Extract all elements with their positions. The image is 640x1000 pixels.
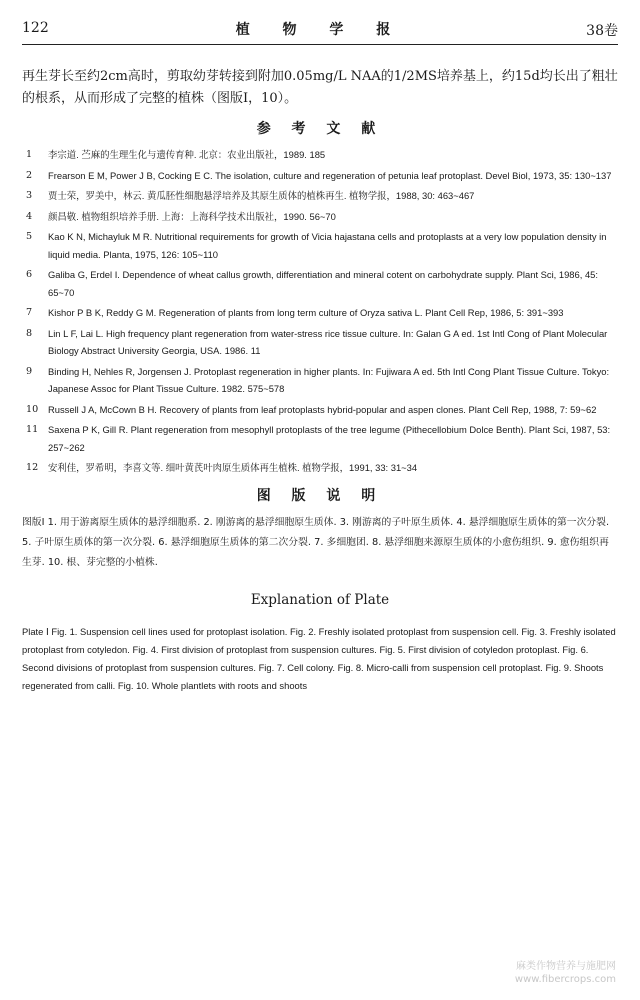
reference-text: 颜昌敬. 植物组织培养手册. 上海：上海科学技术出版社，1990. 56~70 xyxy=(48,210,336,222)
watermark-site-name: 麻类作物营养与施肥网 xyxy=(516,961,616,972)
main-content xyxy=(22,66,618,695)
reference-item xyxy=(22,401,618,419)
reference-item xyxy=(22,228,618,263)
header-rule xyxy=(22,44,618,45)
reference-text: Lin L F, Lai L. High frequency plant regeneration from water-stress rice tissue culture. In: Galan G A ed. 1st Intl Cong of Plant Molecular Biology Abstract University Georgia, USA. 1986. 11 xyxy=(48,327,608,356)
reference-item xyxy=(22,459,618,477)
plate-explanation-heading: 图 版 说 明 xyxy=(256,487,384,504)
reference-item xyxy=(22,363,618,398)
reference-number: 4 xyxy=(26,210,33,222)
volume-label: 38卷 xyxy=(586,23,618,39)
reference-item xyxy=(22,266,618,301)
reference-number: 6 xyxy=(26,269,33,280)
journal-title: 植 物 学 报 xyxy=(235,22,405,38)
page-number: 122 xyxy=(22,20,49,36)
reference-number: 9 xyxy=(26,365,33,377)
site-watermark xyxy=(515,960,616,986)
reference-text: 安利佳，罗希明，李喜文等. 细叶黄芪叶肉原生质体再生植株. 植物学报，1991, 33: 31~34 xyxy=(48,462,418,473)
reference-text: Kao K N, Michayluk M R. Nutritional requirements for growth of Vicia hajastana cells and protoplasts at a very low population density in liquid media. Planta, 1975, 126: 105~110 xyxy=(48,231,607,260)
reference-number: 5 xyxy=(26,231,33,242)
reference-text: Russell J A, McCown B H. Recovery of plants from leaf protoplasts hybrid-popular and aspen clones. Plant Cell Rep, 1988, 7: 59~62 xyxy=(48,403,597,415)
reference-text: Kishor P B K, Reddy G M. Regeneration of plants from long term culture of Oryza sativa L. Plant Cell Rep, 1986, 5: 391~393 xyxy=(48,307,564,318)
reference-text: Frearson E M, Power J B, Cocking E C. The isolation, culture and regeneration of petunia leaf protoplast. Devel Biol, 1973, 35: 130~137 xyxy=(48,169,612,181)
reference-text: 李宗道. 苎麻的生理生化与遗传育种. 北京：农业出版社，1989. 185 xyxy=(48,149,326,160)
reference-item xyxy=(22,208,618,226)
reference-number: 8 xyxy=(26,327,33,339)
watermark-url: www.fibercrops.com xyxy=(514,974,616,985)
reference-number: 12 xyxy=(26,462,39,473)
body-paragraph: 再生芽长至约2cm高时，剪取幼芽转接到附加0.05mg/L NAA的1/2MS培养基上，约15d均长出了粗壮的根系，从而形成了完整的植株（图版Ⅰ，10）。 xyxy=(22,69,618,106)
reference-number: 1 xyxy=(26,149,33,160)
plate-explanation-heading-english: Explanation of Plate xyxy=(250,591,390,608)
reference-number: 11 xyxy=(26,424,39,435)
reference-item xyxy=(22,421,618,456)
reference-item xyxy=(22,167,618,185)
reference-list xyxy=(22,146,618,477)
reference-text: Saxena P K, Gill R. Plant regeneration from mesophyll protoplasts of the tree legume (Pithecellobium Dolce Benth). Plant Sci, 1987, 53: 257~262 xyxy=(48,424,611,453)
references-heading: 参 考 文 献 xyxy=(256,121,384,137)
reference-text: Galiba G, Erdel I. Dependence of wheat callus growth, differentiation and mineral cotent on carbohydrate supply. Plant Sci, 1986, 45: 65~70 xyxy=(48,269,598,298)
reference-number: 2 xyxy=(26,169,33,181)
reference-item xyxy=(22,325,618,360)
reference-text: Binding H, Nehles R, Jorgensen J. Protoplast regeneration in higher plants. In: Fujiwara A ed. 5th Intl Cong Plant Tissue Culture. Tokyo: Japanese Assoc for Plant Tissue Culture. 1982. 575~578 xyxy=(48,365,610,394)
reference-item xyxy=(22,304,618,322)
plate-caption-chinese: 图版Ⅰ 1. 用于游离原生质体的悬浮细胞系. 2. 刚游离的悬浮细胞原生质体. 3. 刚游离的子叶原生质体. 4. 悬浮细胞原生质体的第一次分裂. 5. 子叶原生质体的第一次分裂. 6. 悬浮细胞原生质体的第二次分裂. 7. 多细胞团. 8. 悬浮细胞来源原生质体的小愈伤组织. 9. 愈伤组织再生芽. 10. 根、芽完整的小植株. xyxy=(22,516,610,568)
reference-number: 7 xyxy=(26,307,33,318)
plate-caption-english: Plate Ⅰ Fig. 1. Suspension cell lines used for protoplast isolation. Fig. 2. Freshly isolated protoplast from suspension cell. Fig. 3. Freshly isolated protoplast from cotyledon. Fig. 4. First division of protoplast from suspension cultures. Fig. 5. First division of cotyledon protoplast. Fig. 6. Second divisions of protoplast from suspension cultures. Fig. 7. Cell colony. Fig. 8. Micro-calli from suspension cell protoplast. Fig. 9. Shoots regenerated from calli. Fig. 10. Whole plantlets with roots and shoots xyxy=(22,625,616,691)
reference-text: 贾士荣，罗美中，林云. 黄瓜胚性细胞悬浮培养及其原生质体的植株再生. 植物学报，1988, 30: 463~467 xyxy=(48,190,475,201)
reference-number: 10 xyxy=(26,403,39,415)
reference-number: 3 xyxy=(26,190,33,201)
reference-item xyxy=(22,146,618,164)
page-header xyxy=(22,18,618,42)
reference-item xyxy=(22,187,618,205)
